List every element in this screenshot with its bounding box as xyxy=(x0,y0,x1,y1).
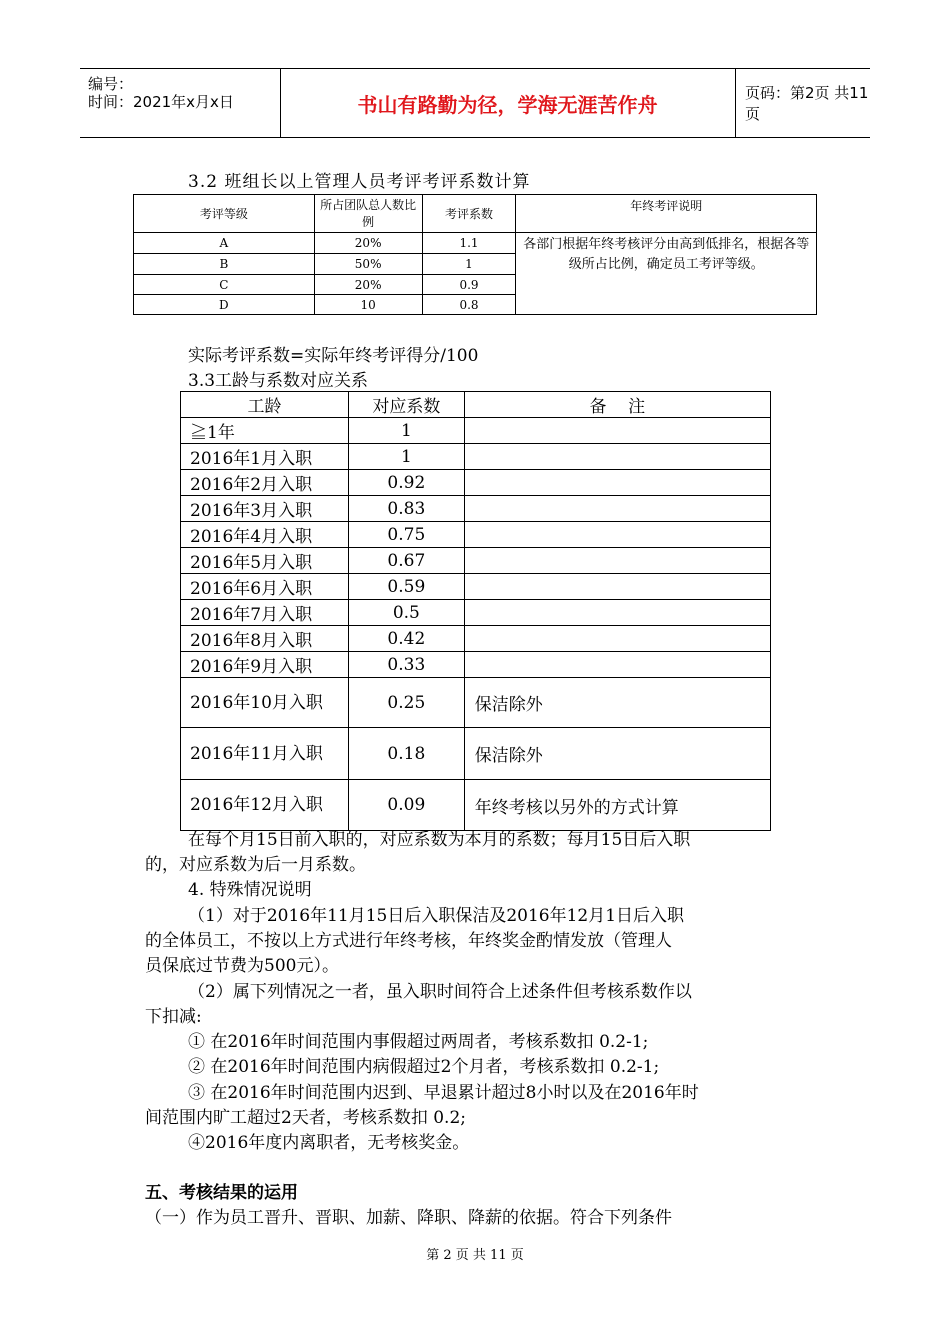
table-cell: 1.1 xyxy=(422,233,516,254)
table-row xyxy=(181,626,771,652)
formula-text: 实际考评系数=实际年终考评得分/100 xyxy=(188,346,479,366)
table-cell: 50% xyxy=(314,254,422,275)
header-cell: 所占团队总人数比例 xyxy=(314,195,422,233)
table-cell: 2016年7月入职 xyxy=(181,600,349,626)
list-item-continuation: 间范围内旷工超过2天者，考核系数扣 0.2; xyxy=(145,1108,466,1128)
table-cell: 0.5 xyxy=(348,600,464,626)
table-cell xyxy=(181,678,349,728)
table-row xyxy=(181,678,771,728)
table-cell: 0.42 xyxy=(348,626,464,652)
table-cell: 0.67 xyxy=(348,548,464,574)
table-cell: 2016年6月入职 xyxy=(181,574,349,600)
table-cell xyxy=(464,626,770,652)
header-cell: 考评系数 xyxy=(422,195,516,233)
table-cell xyxy=(464,574,770,600)
table-cell: 2016年9月入职 xyxy=(181,652,349,678)
table-cell: 0.33 xyxy=(348,652,464,678)
list-item: ③ 在2016年时间范围内迟到、早退累计超过8小时以及在2016年时 xyxy=(188,1083,699,1103)
table-cell: 20% xyxy=(314,233,422,254)
table-row xyxy=(134,233,817,254)
header-cell: 考评等级 xyxy=(134,195,315,233)
table-cell: 保洁除外 xyxy=(464,728,770,780)
table-header-row xyxy=(134,195,817,233)
paragraph-line: 的，对应系数为后一月系数。 xyxy=(145,855,366,875)
header-cell: 工龄 xyxy=(181,392,349,418)
cell-text: 2016年10月入职 xyxy=(190,692,323,713)
page-footer: 第 2 页 共 11 页 xyxy=(426,1248,524,1263)
header-cell: 备 注 xyxy=(464,392,770,418)
table-row xyxy=(181,444,771,470)
table-cell xyxy=(181,728,349,780)
table-cell: 保洁除外 xyxy=(464,678,770,728)
table-cell: 0.92 xyxy=(348,470,464,496)
table-cell xyxy=(464,548,770,574)
table-row xyxy=(181,728,771,780)
table-cell xyxy=(464,496,770,522)
table-cell xyxy=(464,522,770,548)
table-cell: 1 xyxy=(348,444,464,470)
paragraph-line: （2）属下列情况之一者，虽入职时间符合上述条件但考核系数作以 xyxy=(188,982,692,1002)
paragraph-line: 员保底过节费为500元）。 xyxy=(145,956,339,976)
table-cell: 0.18 xyxy=(348,728,464,780)
table-row xyxy=(181,470,771,496)
table-row xyxy=(181,418,771,444)
table-cell: 2016年8月入职 xyxy=(181,626,349,652)
table-cell: 0.8 xyxy=(422,295,516,315)
section-4-title: 4. 特殊情况说明 xyxy=(188,880,312,900)
table-cell: 2016年5月入职 xyxy=(181,548,349,574)
list-item: ④2016年度内离职者，无考核奖金。 xyxy=(188,1133,470,1153)
table-row xyxy=(181,600,771,626)
table-cell: 1 xyxy=(348,418,464,444)
cell-text: 2016年11月入职 xyxy=(190,743,323,764)
section-3-3-title: 3.3工龄与系数对应关系 xyxy=(188,371,369,391)
seniority-coefficient-table xyxy=(180,391,771,831)
table-cell: 0.75 xyxy=(348,522,464,548)
table-cell: 0.83 xyxy=(348,496,464,522)
header-meta xyxy=(80,69,281,137)
header-cell: 年终考评说明 xyxy=(516,195,817,233)
doc-time: 时间：2021年x月x日 xyxy=(88,93,234,111)
table-cell: 0.9 xyxy=(422,275,516,295)
table-cell: 年终考核以另外的方式计算 xyxy=(464,780,770,831)
table-row xyxy=(181,522,771,548)
table-cell xyxy=(464,444,770,470)
table-cell: 10 xyxy=(314,295,422,315)
table-cell: 0.59 xyxy=(348,574,464,600)
table-cell: 1 xyxy=(422,254,516,275)
doc-number: 编号： xyxy=(88,75,134,93)
table-row xyxy=(181,548,771,574)
header-cell: 对应系数 xyxy=(348,392,464,418)
table-cell: 2016年4月入职 xyxy=(181,522,349,548)
table-cell: C xyxy=(134,275,315,295)
table-cell: B xyxy=(134,254,315,275)
table-cell: ≧1年 xyxy=(181,418,349,444)
header-motto: 书山有路勤为径，学海无涯苦作舟 xyxy=(280,69,736,137)
table-cell: 0.25 xyxy=(348,678,464,728)
list-item: ② 在2016年时间范围内病假超过2个月者，考核系数扣 0.2-1; xyxy=(188,1057,660,1077)
grade-note: 各部门根据年终考核评分由高到低排名，根据各等级所占比例，确定员工考评等级。 xyxy=(516,233,817,315)
table-cell: 2016年1月入职 xyxy=(181,444,349,470)
section-5-title: 五、考核结果的运用 xyxy=(145,1183,298,1203)
table-cell: 2016年2月入职 xyxy=(181,470,349,496)
table-row xyxy=(181,496,771,522)
table-row xyxy=(181,652,771,678)
section-3-2-title: 3.2 班组长以上管理人员考评考评系数计算 xyxy=(188,172,531,192)
paragraph-line: 下扣减: xyxy=(145,1007,202,1027)
table-cell xyxy=(181,780,349,831)
table-cell: 20% xyxy=(314,275,422,295)
cell-text: 2016年12月入职 xyxy=(190,795,323,815)
list-item: ① 在2016年时间范围内事假超过两周者，考核系数扣 0.2-1; xyxy=(188,1032,649,1052)
paragraph-line: 在每个月15日前入职的，对应系数为本月的系数；每月15日后入职 xyxy=(188,830,691,850)
table-row xyxy=(181,780,771,831)
table-header-row xyxy=(181,392,771,418)
table-cell xyxy=(464,652,770,678)
table-cell: 0.09 xyxy=(348,780,464,831)
grade-coefficient-table xyxy=(133,194,817,315)
header-page-number: 页码：第2页 共11页 xyxy=(745,84,869,123)
table-cell xyxy=(464,418,770,444)
table-cell: A xyxy=(134,233,315,254)
table-cell xyxy=(464,600,770,626)
paragraph-line: （一）作为员工晋升、晋职、加薪、降职、降薪的依据。符合下列条件 xyxy=(145,1208,672,1228)
table-cell: D xyxy=(134,295,315,315)
page-header xyxy=(80,68,870,138)
table-cell xyxy=(464,470,770,496)
table-row xyxy=(181,574,771,600)
paragraph-line: （1）对于2016年11月15日后入职保洁及2016年12月1日后入职 xyxy=(188,906,685,926)
paragraph-line: 的全体员工，不按以上方式进行年终考核，年终奖金酌情发放（管理人 xyxy=(145,931,672,951)
table-cell: 2016年3月入职 xyxy=(181,496,349,522)
